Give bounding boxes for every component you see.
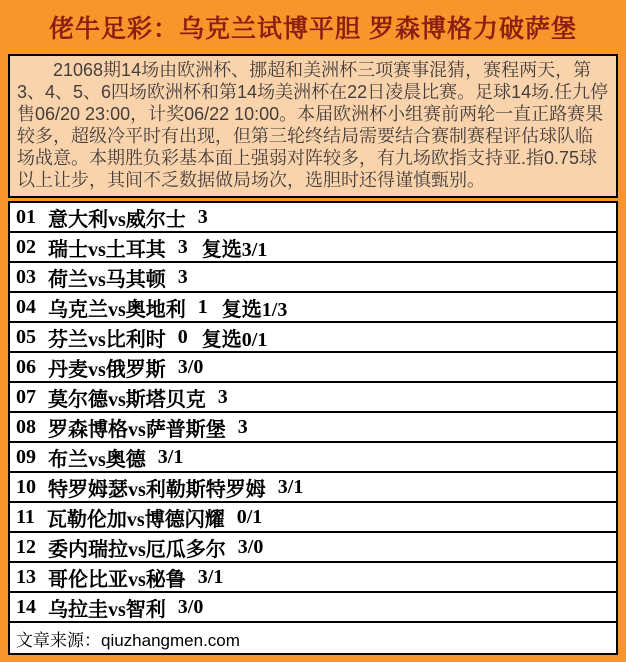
match-number: 14 [16,595,36,618]
match-teams: 瓦勒伦加vs博德闪耀 [46,508,225,531]
match-number: 01 [16,205,36,228]
match-number: 05 [16,325,36,348]
match-pick: 3 [177,235,188,258]
match-row [10,383,616,413]
match-row [10,413,616,443]
match-row [10,353,616,383]
match-teams: 莫尔德vs斯塔贝克 [48,388,206,411]
match-teams: 哥伦比亚vs秘鲁 [48,568,186,591]
match-number: 09 [16,445,36,468]
match-number: 10 [16,475,36,498]
match-teams: 乌拉圭vs智利 [48,598,166,621]
match-teams: 特罗姆瑟vs利勒斯特罗姆 [48,478,266,501]
source-row [10,623,616,653]
match-row [10,293,616,323]
match-pick: 0 [177,325,188,348]
match-note: 复选0/1 [201,328,268,351]
match-number: 03 [16,265,36,288]
match-number: 07 [16,385,36,408]
match-pick: 3 [197,205,208,228]
match-row [10,533,616,563]
match-number: 12 [16,535,36,558]
match-pick: 3/0 [177,595,204,618]
page-title: 佬牛足彩：乌克兰试博平胆 罗森博格力破萨堡 [49,15,577,43]
match-note: 复选3/1 [201,238,268,261]
match-teams: 意大利vs威尔士 [48,208,186,231]
match-row [10,473,616,503]
match-pick: 0/1 [236,505,263,528]
match-teams: 荷兰vs马其顿 [48,268,166,291]
match-row [10,503,616,533]
match-pick: 3 [237,415,248,438]
match-row [10,233,616,263]
match-row [10,563,616,593]
match-pick: 3/1 [277,475,304,498]
match-row [10,323,616,353]
match-pick: 3/0 [177,355,204,378]
match-teams: 布兰vs奥德 [48,448,146,471]
match-teams: 瑞士vs土耳其 [48,238,166,261]
match-table [8,201,618,655]
match-note: 复选1/3 [221,298,288,321]
match-pick: 3/0 [237,535,264,558]
match-pick: 3/1 [157,445,184,468]
match-number: 02 [16,235,36,258]
match-row [10,203,616,233]
match-teams: 罗森博格vs萨普斯堡 [48,418,226,441]
match-teams: 委内瑞拉vs厄瓜多尔 [48,538,226,561]
match-row [10,263,616,293]
title-bar [8,0,618,54]
match-pick: 1 [197,295,208,318]
source-text: 文章来源：qiuzhangmen.com [16,630,240,650]
match-row [10,593,616,623]
intro-paragraph: 21068期14场由欧洲杯、挪超和美洲杯三项赛事混猜，赛程两天，第3、4、5、6四场欧洲杯和第14场美洲杯在22日凌晨比赛。足球14场.任九停售06/20 23:00，计奖06/22 10:00。本届欧洲杯小组赛前两轮一直正路赛果较多，超级冷平时有出现，但第三轮终结局需要结合赛制赛程评估球队临场战意。本期胜负彩基本面上强弱对阵较多，有九场欧指支持亚.指0.75球以上让步，其间不乏数据做局场次，选胆时还得谨慎甄别。 [8,54,618,198]
match-teams: 乌克兰vs奥地利 [48,298,186,321]
match-list [10,203,616,623]
match-number: 04 [16,295,36,318]
match-pick: 3 [177,265,188,288]
match-row [10,443,616,473]
match-teams: 芬兰vs比利时 [48,328,166,351]
match-number: 11 [16,505,35,528]
match-number: 08 [16,415,36,438]
match-pick: 3/1 [197,565,224,588]
match-number: 13 [16,565,36,588]
match-teams: 丹麦vs俄罗斯 [48,358,166,381]
match-number: 06 [16,355,36,378]
match-pick: 3 [217,385,228,408]
